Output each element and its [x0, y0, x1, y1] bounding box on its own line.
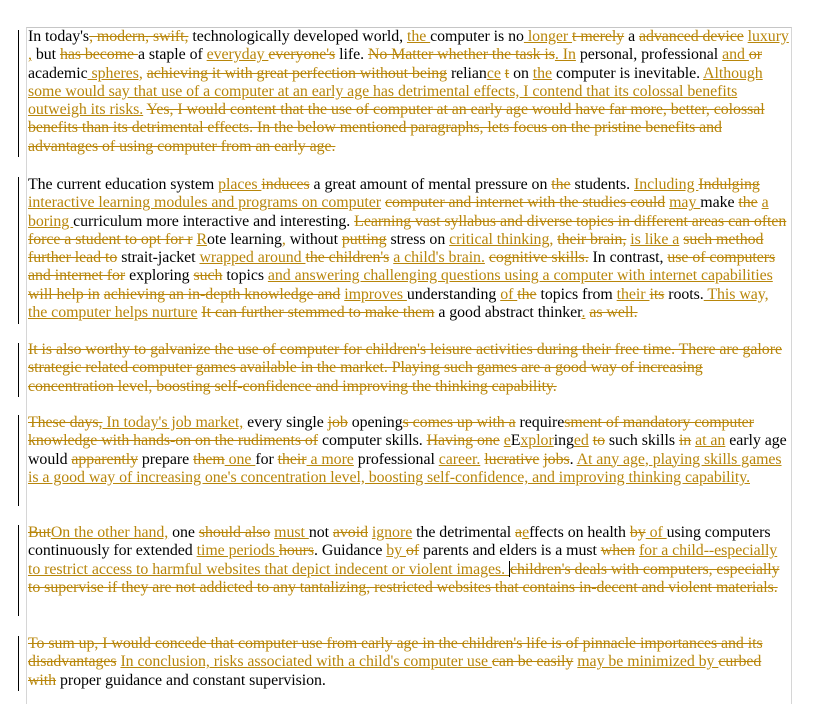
- body-text: academic: [28, 64, 88, 82]
- deleted-text: achieving an in-depth knowledge and: [103, 285, 341, 303]
- inserted-text: ed: [573, 432, 589, 450]
- body-text: stress on: [386, 230, 450, 248]
- inserted-text: e: [503, 432, 511, 450]
- deleted-text: These days,: [28, 414, 103, 431]
- inserted-text: and: [722, 46, 749, 64]
- body-text: E: [510, 432, 521, 450]
- inserted-text: On the other hand,: [50, 524, 169, 541]
- deleted-text: Indulging: [698, 176, 760, 193]
- body-text: understanding: [406, 285, 501, 303]
- deleted-text: the: [551, 176, 571, 193]
- deleted-text: computer and internet with the studies could: [384, 194, 666, 212]
- body-text: but: [31, 46, 60, 64]
- paragraph-detrimental-effects[interactable]: [28, 524, 790, 597]
- body-text: strait-jacket: [117, 249, 200, 267]
- inserted-text: In conclusion, risks associated with a child's computer use: [120, 653, 492, 671]
- deleted-text: avoid: [332, 524, 368, 541]
- inserted-text: for a child--especially to restrict access to harmful websites that depict indecent or violent images.: [28, 542, 778, 578]
- body-text: one: [168, 524, 199, 541]
- body-text: computer is no: [430, 28, 524, 45]
- paragraph-leisure[interactable]: [28, 341, 790, 396]
- inserted-text: critical thinking,: [449, 230, 554, 248]
- deleted-text: to: [592, 432, 605, 450]
- inserted-text: .: [581, 304, 586, 322]
- inserted-text: spheres,: [87, 64, 143, 82]
- body-text: curriculum more interactive and interesting.: [73, 212, 355, 230]
- deleted-text: the: [738, 194, 758, 212]
- inserted-text: may: [669, 194, 701, 212]
- change-bar: [18, 177, 19, 324]
- inserted-text: of: [645, 524, 667, 541]
- inserted-text: Although some would say that use of a computer at an early age has detrimental effects, I contend that its colossal benefits outweigh its risks.: [28, 64, 763, 119]
- body-text: such skills: [604, 432, 679, 450]
- inserted-text: is like a: [630, 230, 680, 248]
- paragraph-introduction[interactable]: [28, 28, 790, 156]
- body-text: topics from: [536, 285, 617, 303]
- body-text: a good abstract thinker: [434, 304, 582, 322]
- body-text: students.: [570, 176, 635, 193]
- paragraph-job-market[interactable]: [28, 414, 790, 487]
- body-text: early age would: [28, 432, 787, 468]
- deleted-text: their: [277, 450, 307, 468]
- deleted-text: But: [28, 524, 51, 541]
- inserted-text: wrapped around: [199, 249, 306, 267]
- body-text: exploring: [125, 267, 194, 285]
- body-text: without: [285, 230, 342, 248]
- inserted-text: longer: [523, 28, 573, 45]
- change-bar: [18, 343, 19, 397]
- body-text: require: [515, 414, 565, 431]
- inserted-text: xplor: [520, 432, 554, 450]
- paragraph-education[interactable]: [28, 176, 790, 322]
- body-text: ffects on health: [529, 524, 630, 541]
- deleted-text: apparently: [71, 450, 138, 468]
- body-text: for: [255, 450, 278, 468]
- body-text: professional: [353, 450, 439, 468]
- deleted-text: a: [515, 524, 523, 541]
- body-text: a staple of: [137, 46, 207, 64]
- deleted-text: them: [193, 450, 225, 468]
- inserted-text: may be minimized by: [577, 653, 719, 671]
- inserted-text: time periods: [196, 542, 279, 560]
- deleted-text: use of computers and internet for: [28, 249, 776, 285]
- body-text: not: [308, 524, 333, 541]
- inserted-text: ignore: [371, 524, 413, 541]
- body-text: computer is inevitable.: [552, 64, 704, 82]
- deleted-text: should also: [198, 524, 271, 541]
- deleted-text: of: [405, 542, 420, 560]
- body-text: ing: [553, 432, 574, 450]
- body-text: a: [624, 28, 640, 45]
- deleted-text: lucrative: [484, 450, 540, 468]
- inserted-text: career.: [438, 450, 481, 468]
- body-text: a great amount of mental pressure on: [309, 176, 552, 193]
- inserted-text: Including: [634, 176, 699, 193]
- inserted-text: interactive learning modules and programs on computer: [28, 194, 382, 212]
- deleted-text: job: [327, 414, 348, 431]
- inserted-text: a boring: [28, 194, 769, 230]
- inserted-text: of: [500, 285, 518, 303]
- body-text: proper guidance and constant supervision.: [56, 671, 326, 689]
- body-text: computer skills.: [318, 432, 427, 450]
- deleted-text: everyone's: [268, 46, 336, 64]
- deleted-text: will help in: [28, 285, 100, 303]
- deleted-text: sment of mandatory computer knowledge with hands-on on the rudiments of: [28, 414, 754, 450]
- inserted-text: the: [532, 64, 553, 82]
- inserted-text: must: [274, 524, 309, 541]
- paragraph-conclusion[interactable]: [28, 635, 790, 690]
- body-text: the detrimental: [412, 524, 516, 541]
- deleted-text: can be easily: [491, 653, 574, 671]
- change-bar: [18, 415, 19, 506]
- deleted-text: putting: [341, 230, 387, 248]
- deleted-text: the children's: [305, 249, 390, 267]
- inserted-text: . In: [554, 46, 576, 64]
- inserted-text: the: [406, 28, 431, 45]
- body-text: life.: [335, 46, 368, 64]
- inserted-text: luxury ,: [28, 28, 789, 64]
- body-text: using computers continuously for extended: [28, 524, 771, 560]
- deleted-text: induces: [261, 176, 310, 193]
- deleted-text: has become: [59, 46, 138, 64]
- deleted-text: s comes up with a: [402, 414, 516, 431]
- body-text: In contrast,: [588, 249, 668, 267]
- deleted-text: or: [748, 46, 762, 64]
- deleted-text: It can further stemmed to make them: [201, 304, 435, 322]
- deleted-text: when: [600, 542, 635, 560]
- body-text: technologically developed world,: [188, 28, 407, 45]
- deleted-text: such method further lead to: [28, 230, 764, 267]
- inserted-text: their: [616, 285, 650, 303]
- body-text: parents and elders is a must: [419, 542, 601, 560]
- inserted-text: a child's brain.: [393, 249, 485, 267]
- deleted-text: its: [649, 285, 665, 303]
- inserted-text: R: [196, 230, 208, 248]
- deleted-text: t: [504, 64, 510, 82]
- inserted-text: At any age, playing skills games is a good way of increasing one's concentration level, boosting self-confidence, and improving thinking capability.: [28, 450, 782, 486]
- deleted-text: in: [678, 432, 692, 450]
- body-text: every single: [243, 414, 328, 431]
- inserted-text: and answering challenging questions using a computer with internet capabilities: [267, 267, 773, 285]
- body-text: on: [509, 64, 533, 82]
- inserted-text: by: [386, 542, 406, 560]
- inserted-text: a more: [306, 450, 354, 468]
- inserted-text: improves: [344, 285, 407, 303]
- inserted-text: This way, the computer helps nurture: [28, 285, 769, 322]
- body-text: .: [569, 450, 577, 468]
- deleted-text: children's deals with computers, especially to supervise if they are not addicted to any tantalizing, restricted websites that contains in-decent and violent materials.: [28, 560, 780, 596]
- inserted-text: one: [224, 450, 256, 468]
- deleted-text: Yes, I would content that the use of computer at an early age would have far more, better, colossal benefits than its detrimental effects. In the below mentioned paragraphs, lets focus on the pristine benefits and advantages of using computer from an early age.: [28, 101, 765, 155]
- deleted-text: as well.: [589, 304, 638, 322]
- inserted-text: places: [218, 176, 262, 193]
- body-text: ote learning: [207, 230, 282, 248]
- inserted-text: everyday: [206, 46, 269, 64]
- change-bar: [18, 636, 19, 691]
- body-text: roots.: [664, 285, 704, 303]
- body-text: In today's: [28, 28, 90, 45]
- change-bar: [18, 30, 19, 157]
- deleted-text: No Matter whether the task is: [367, 46, 555, 64]
- inserted-text: ,: [281, 230, 286, 248]
- deleted-text: their brain,: [557, 230, 627, 248]
- deleted-text: It is also worthy to galvanize the use of computer for children's leisure activities during their free time. There are galore strategic related computer games available in the market. Playing such games are a good way of increasing concentration level, boosting self-confidence and improving the thinking capability.: [28, 341, 782, 395]
- deleted-text: , modern, swift,: [89, 28, 189, 45]
- deleted-text: the: [517, 285, 537, 303]
- body-text: . Guidance: [314, 542, 387, 560]
- deleted-text: curbed with: [28, 653, 762, 689]
- body-text: relian: [447, 64, 487, 82]
- deleted-text: jobs: [543, 450, 570, 468]
- deleted-text: such: [193, 267, 223, 285]
- deleted-text: advanced device: [639, 28, 744, 45]
- body-text: prepare: [137, 450, 194, 468]
- body-text: topics: [222, 267, 268, 285]
- deleted-text: cognitive skills.: [488, 249, 589, 267]
- deleted-text: Having one: [426, 432, 500, 450]
- body-text: The current education system: [28, 176, 219, 193]
- change-bar: [18, 525, 19, 616]
- inserted-text: at an: [695, 432, 726, 450]
- inserted-text: e: [522, 524, 530, 541]
- deleted-text: To sum up, I would concede that computer use from early age in the children's life is of pinnacle importances and its disadvantages: [28, 635, 763, 671]
- deleted-text: by: [629, 524, 646, 541]
- inserted-text: ce: [486, 64, 501, 82]
- deleted-text: hours: [278, 542, 314, 560]
- body-text: make: [700, 194, 739, 212]
- deleted-text: Learning vast syllabus and diverse topics in different areas can often force a student to opt for r: [28, 212, 787, 248]
- deleted-text: t merely: [572, 28, 625, 45]
- body-text: personal, professional: [575, 46, 723, 64]
- inserted-text: In today's job market,: [102, 414, 244, 431]
- body-text: opening: [347, 414, 403, 431]
- deleted-text: achieving it with great perfection without being: [146, 64, 448, 82]
